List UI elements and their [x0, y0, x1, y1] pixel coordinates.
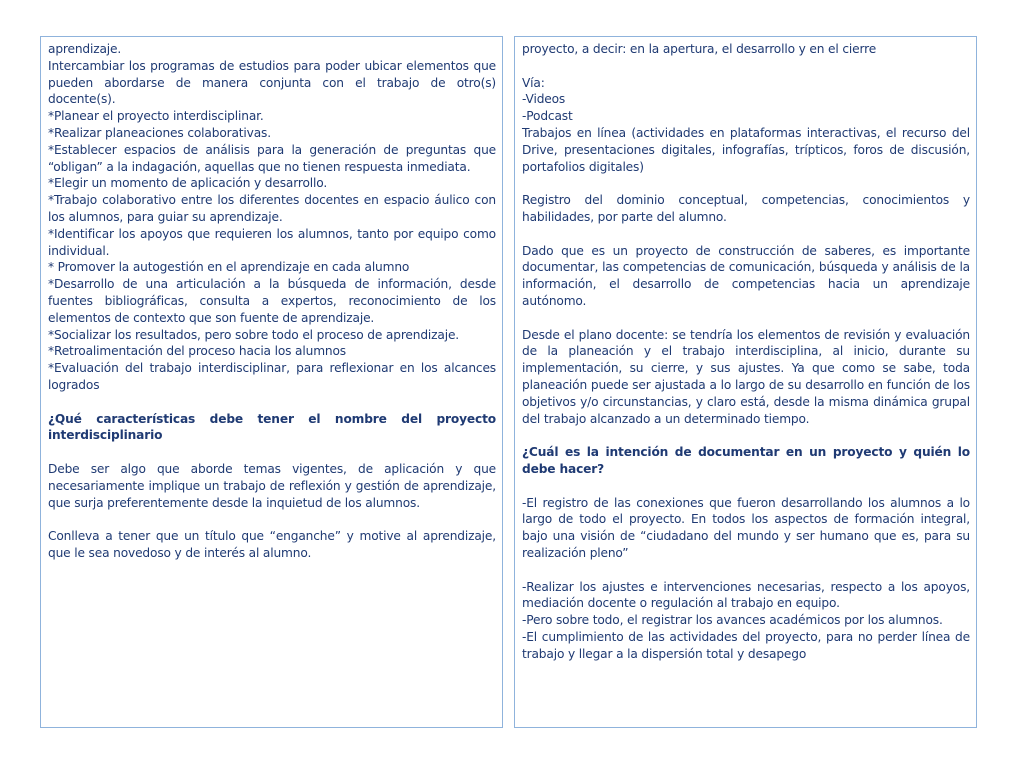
final-list — [522, 579, 970, 663]
list-item: *Realizar planeaciones colaborativas. — [48, 125, 271, 140]
list-item: -Podcast — [522, 109, 573, 124]
right-text-column — [514, 36, 977, 728]
paragraph: Registro del dominio conceptual, competencias, conocimientos y habilidades, por parte del alumno. — [522, 193, 970, 224]
list-item: *Elegir un momento de aplicación y desarrollo. — [48, 176, 328, 191]
list-item: -Pero sobre todo, el registrar los avances académicos por los alumnos. — [522, 613, 943, 628]
via-list — [522, 75, 970, 176]
list-item: Trabajos en línea (actividades en plataformas interactivas, el recurso del Drive, presentaciones digitales, infografías, trípticos, foros de discusión, portafolios digitales) — [522, 125, 970, 174]
paragraph: Debe ser algo que aborde temas vigentes, de aplicación y que necesariamente implique un trabajo de reflexión y gestión de aprendizaje, que surja preferentemente desde la inquietud de los alumnos. — [48, 461, 496, 510]
paragraph: Dado que es un proyecto de construcción de saberes, es importante documentar, las competencias de comunicación, búsqueda y análisis de la información, el desarrollo de competencias hacia un aprendizaje autónomo. — [522, 243, 970, 308]
list-item: *Identificar los apoyos que requieren los alumnos, tanto por equipo como individual. — [48, 226, 496, 258]
list-item: -El cumplimiento de las actividades del proyecto, para no perder línea de trabajo y llegar a la dispersión total y desapego — [522, 629, 970, 661]
left-text-column — [40, 36, 503, 728]
list-item: *Retroalimentación del proceso hacia los alumnos — [48, 344, 346, 359]
paragraph: -El registro de las conexiones que fueron desarrollando los alumnos a lo largo de todo el proyecto. En todos los aspectos de formación integral, bajo una visión de “ciudadano del mundo y ser humano que es, para su realización pleno” — [522, 495, 970, 560]
list-item: Vía: — [522, 75, 545, 90]
section-heading-project-name: ¿Qué características debe tener el nombre del proyecto interdisciplinario — [48, 411, 496, 443]
list-item: -Realizar los ajustes e intervenciones necesarias, respecto a los apoyos, mediación docente o regulación al trabajo en equipo. — [522, 579, 970, 611]
list-item: *Establecer espacios de análisis para la generación de preguntas que “obligan” a la indagación, aquellas que no tienen respuesta inmediata. — [48, 142, 496, 174]
list-item: * Promover la autogestión en el aprendizaje en cada alumno — [48, 260, 410, 275]
list-item: -Videos — [522, 92, 566, 107]
list-item: *Planear el proyecto interdisciplinar. — [48, 109, 264, 124]
list-item: *Socializar los resultados, pero sobre todo el proceso de aprendizaje. — [48, 327, 460, 342]
list-item: Intercambiar los programas de estudios para poder ubicar elementos que pueden abordarse de manera conjunta con el trabajo de otro(s) docente(s). — [48, 58, 496, 107]
paragraph: Conlleva a tener que un título que “enganche” y motive al aprendizaje, que le sea novedoso y de interés al alumno. — [48, 529, 496, 560]
list-item: *Evaluación del trabajo interdisciplinar, para reflexionar en los alcances logrados — [48, 361, 496, 392]
paragraph: Desde el plano docente: se tendría los elementos de revisión y evaluación de la planeación y el trabajo interdisciplina, al inicio, durante su implementación, su cierre, y sus ajustes. Ya que como se sabe, toda planeación puede ser ajustada a lo largo de su desarrollo en función de los objetivos y/o circunstancias, y claro está, desde la misma dinámica grupal del trabajo alcanzado a un determinado tiempo. — [522, 327, 970, 426]
list-item: *Trabajo colaborativo entre los diferentes docentes en espacio áulico con los alumnos, para guiar su aprendizaje. — [48, 193, 496, 224]
list-item: *Desarrollo de una articulación a la búsqueda de información, desde fuentes bibliográficas, consulta a expertos, reconocimiento de los elementos de contexto que son fuente de aprendizaje. — [48, 277, 496, 325]
section-heading-documentation-intent: ¿Cuál es la intención de documentar en un proyecto y quién lo debe hacer? — [522, 445, 970, 476]
strategies-list — [48, 41, 496, 394]
paragraph: proyecto, a decir: en la apertura, el desarrollo y en el cierre — [522, 42, 877, 56]
list-item: aprendizaje. — [48, 42, 122, 56]
